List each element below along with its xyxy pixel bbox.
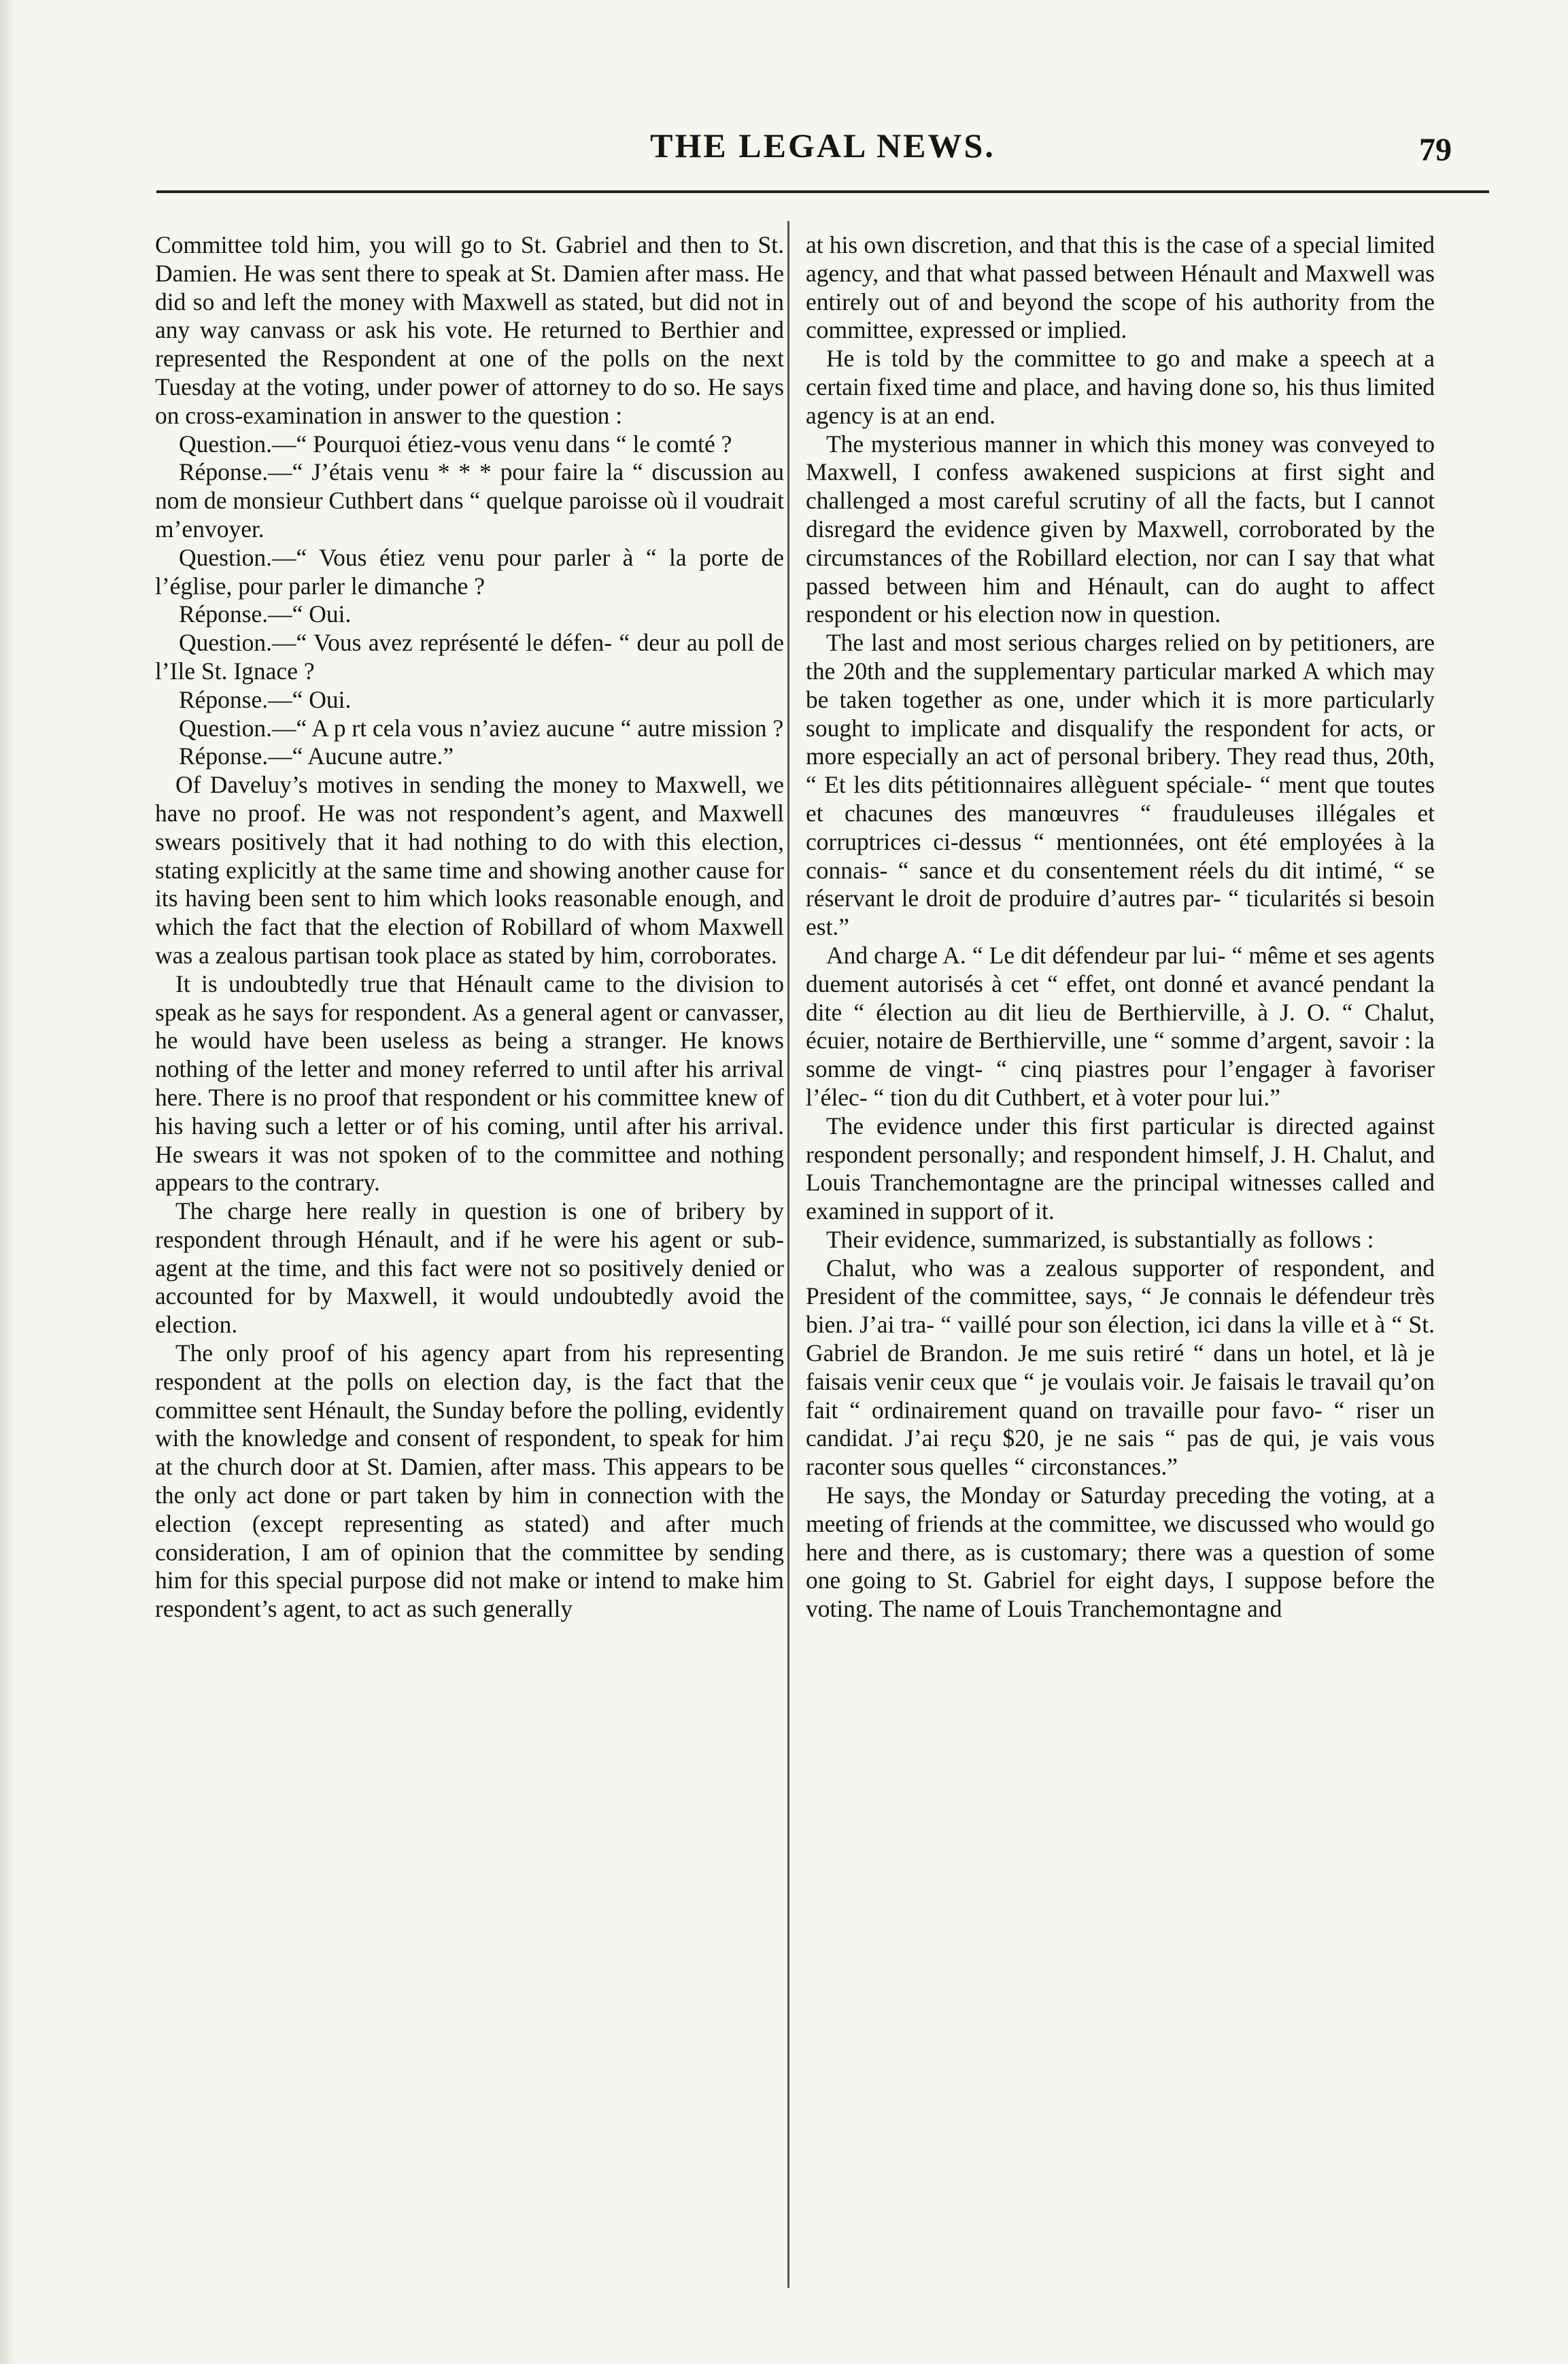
page-edge-shadow xyxy=(0,0,15,2364)
paragraph: Committee told him, you will go to St. Gabriel and then to St. Damien. He was sent there to speak at St. Damien after mass. He did so and left the money with Maxwell as stated, but did not in any way canvass or ask his vote. He returned to Berthier and represented the Respondent at one of the polls on the next Tuesday at the voting, under power of attorney to do so. He says on cross-examination in answer to the question : xyxy=(155,231,784,429)
paragraph: He says, the Monday or Saturday preceding the voting, at a meeting of friends at the committee, we discussed who would go here and there, as is customary; there was a question of some one going to St. Gabriel for eight days, I suppose before the voting. The name of Louis Tranchemontagne and xyxy=(806,1481,1435,1623)
column-divider xyxy=(787,221,789,2288)
paragraph: The charge here really in question is one of bribery by respondent through Hénault, and if he were his agent or sub-agent at the time, and this fact were not so positively denied or accounted for by Maxwell, it would undoubtedly avoid the election. xyxy=(155,1197,784,1339)
left-column xyxy=(155,231,784,1624)
question: Question.—“ A p rt cela vous n’aviez aucune “ autre mission ? xyxy=(179,714,784,742)
answer: Réponse.—“ Aucune autre.” xyxy=(179,742,454,770)
header-rule xyxy=(156,190,1489,193)
running-head: THE LEGAL NEWS. xyxy=(650,126,995,165)
answer: Réponse.—“ Oui. xyxy=(179,600,352,628)
answer: Réponse.—“ Oui. xyxy=(179,685,352,713)
paragraph: Of Daveluy’s motives in sending the money to Maxwell, we have no proof. He was not respondent’s agent, and Maxwell swears positively that it had nothing to do with this election, stating explicitly at the same time and showing another cause for its having been sent to him which looks reasonable enough, and which the fact that the election of Robillard of whom Maxwell was a zealous partisan took place as stated by him, corroborates. xyxy=(155,771,784,969)
paragraph: Their evidence, summarized, is substantially as follows : xyxy=(826,1225,1374,1253)
paragraph: The last and most serious charges relied on by petitioners, are the 20th and the supplementary particular marked A which may be taken together as one, under which it is more particularly sought to implicate and disqualify the respondent for acts, or more especially an act of personal bribery. They read thus, 20th, “ Et les dits pétitionnaires allèguent spéciale- “ ment que toutes et chacunes des manœuvres “ frauduleuses illégales et corruptrices ci-dessus “ mentionnées, ont été employées à la connais- “ sance et du consentement réels du dit intimé, “ se réservant le droit de produire d’autres par- “ ticularités si besoin est.” xyxy=(806,629,1435,941)
paragraph: Chalut, who was a zealous supporter of respondent, and President of the committee, says, “ Je connais le défendeur très bien. J’ai tra- “ vaillé pour son élection, ici dans la ville et à “ St. Gabriel de Brandon. Je me suis retiré “ dans un hotel, et là je faisais venir ceux que “ je voulais voir. Je faisais le travail qu’on fait “ ordinairement quand on travaille pour favo- “ riser un candidat. J’ai reçu $20, je ne sais “ pas de qui, je vais vous raconter sous quelles “ circonstances.” xyxy=(806,1254,1435,1481)
paragraph: He is told by the committee to go and make a speech at a certain fixed time and place, and having done so, his thus limited agency is at an end. xyxy=(806,345,1435,429)
question: Question.—“ Vous avez représenté le défen- “ deur au poll de l’Ile St. Ignace ? xyxy=(155,629,784,685)
paragraph: at his own discretion, and that this is the case of a special limited agency, and that what passed between Hénault and Maxwell was entirely out of and beyond the scope of his authority from the committee, expressed or implied. xyxy=(806,231,1435,344)
page-number: 79 xyxy=(1419,132,1452,168)
right-column xyxy=(806,231,1435,1624)
answer: Réponse.—“ J’étais venu * * * pour faire la “ discussion au nom de monsieur Cuthbert dans “ quelque paroisse où il voudrait m’envoyer. xyxy=(155,458,784,543)
paragraph: The mysterious manner in which this money was conveyed to Maxwell, I confess awakened suspicions at first sight and challenged a most careful scrutiny of all the facts, but I cannot disregard the evidence given by Maxwell, corroborated by the circumstances of the Robillard election, nor can I say that what passed between him and Hénault, can do aught to affect respondent or his election now in question. xyxy=(806,430,1435,628)
paragraph: And charge A. “ Le dit défendeur par lui- “ même et ses agents duement autorisés à cet “ effet, ont donné et avancé pendant la dite “ élection au dit lieu de Berthierville, à J. O. “ Chalut, écuier, notaire de Berthierville, une “ somme d’argent, savoir : la somme de vingt- “ cinq piastres pour l’engager à favoriser l’élec- “ tion du dit Cuthbert, et à voter pour lui.” xyxy=(806,941,1435,1111)
paragraph: The only proof of his agency apart from his representing respondent at the polls on election day, is the fact that the committee sent Hénault, the Sunday before the polling, evidently with the knowledge and consent of respondent, to speak for him at the church door at St. Damien, after mass. This appears to be the only act done or part taken by him in connection with the election (except representing as stated) and after much consideration, I am of opinion that the committee by sending him for this special purpose did not make or intend to make him respondent’s agent, to act as such generally xyxy=(155,1339,784,1623)
page-header xyxy=(156,126,1489,173)
paragraph: The evidence under this first particular is directed against respondent personally; and respondent himself, J. H. Chalut, and Louis Tranchemontagne are the principal witnesses called and examined in support of it. xyxy=(806,1112,1435,1225)
question: Question.—“ Vous étiez venu pour parler à “ la porte de l’église, pour parler le dimanche ? xyxy=(155,543,784,600)
question: Question.—“ Pourquoi étiez-vous venu dans “ le comté ? xyxy=(179,430,732,458)
paragraph: It is undoubtedly true that Hénault came to the division to speak as he says for respondent. As a general agent or canvasser, he would have been useless as being a stranger. He knows nothing of the letter and money referred to until after his arrival here. There is no proof that respondent or his committee knew of his having such a letter or of his coming, until after his arrival. He swears it was not spoken of to the committee and nothing appears to the contrary. xyxy=(155,970,784,1197)
